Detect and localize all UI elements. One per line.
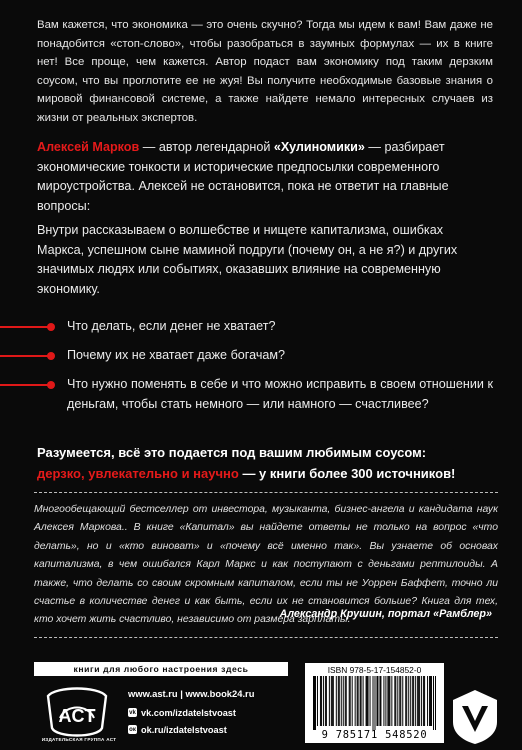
barcode-bar	[424, 676, 425, 726]
claim-red-part: дерзко, увлекательно и научно	[37, 466, 239, 481]
barcode-bar	[389, 676, 390, 726]
site-links[interactable]: www.ast.ru | www.book24.ru	[128, 688, 255, 699]
barcode-bar	[429, 676, 430, 726]
barcode-bar	[323, 676, 324, 726]
barcode-bar	[321, 676, 322, 726]
barcode-bar	[406, 676, 407, 726]
barcode-bar	[419, 676, 420, 726]
claim-paragraph	[37, 442, 507, 484]
barcode-bar	[387, 676, 388, 726]
question-text: Почему их не хватает даже богачам?	[67, 348, 286, 362]
barcode-bar	[379, 676, 380, 726]
claim-rest: — у книги более 300 источников!	[238, 466, 456, 481]
barcode-bar	[413, 676, 414, 726]
barcode-bar	[417, 676, 418, 726]
claim-line-1: Разумеется, всё это подается под вашим любимым соусом:	[37, 445, 427, 460]
barcode-bar	[361, 676, 362, 726]
barcode-bar	[357, 676, 358, 726]
odnoklassniki-icon: ок	[129, 726, 136, 733]
barcode-bar	[427, 676, 428, 726]
barcode-number: 9 785171 548520	[321, 729, 428, 741]
barcode-bar	[325, 676, 326, 726]
barcode-bar	[373, 676, 374, 730]
review-signature: Александр Крушин, портал «Рамблер»	[279, 608, 492, 620]
barcode-box	[305, 663, 444, 743]
barcode-bar	[332, 676, 333, 726]
barcode-bar	[376, 676, 377, 726]
barcode-bar	[320, 676, 321, 726]
barcode-bar	[329, 676, 330, 726]
inside-paragraph: Внутри рассказываем о волшебстве и нищете капитализма, ошибках Маркса, успешном сыне маминой подруги (почему он, а не я?) и других значимых людях или событиях, оказавших влияние на современную экономику.	[37, 223, 458, 296]
barcode-bar	[366, 676, 367, 726]
red-line-marker	[0, 355, 50, 357]
question-text: Что делать, если денег не хватает?	[67, 319, 276, 333]
barcode-bar	[402, 676, 403, 726]
barcode-bar	[313, 676, 314, 730]
barcode-bar	[399, 676, 400, 726]
red-dot-marker	[47, 352, 55, 360]
barcode-bar	[315, 676, 316, 730]
red-line-marker	[0, 326, 50, 328]
barcode-bar	[431, 676, 432, 726]
barcode-bar	[350, 676, 351, 726]
barcode-bar	[346, 676, 347, 726]
barcode-bar	[341, 676, 342, 726]
review-block	[34, 492, 498, 638]
red-line-marker	[0, 384, 50, 386]
barcode-bar	[394, 676, 395, 726]
barcode-bar	[363, 676, 364, 726]
author-text-2: — разбирает экономические тонкости и исторические предпосылки современного мироустройства. Алексей не остановится, пока не ответит на главные вопросы:	[37, 140, 449, 213]
barcode-bar	[388, 676, 389, 726]
barcode-bar	[415, 676, 416, 726]
red-dot-marker	[47, 323, 55, 331]
barcode-bar	[380, 676, 381, 726]
barcode-bar	[383, 676, 384, 726]
barcode-bar	[421, 676, 422, 726]
barcode-bar	[400, 676, 401, 726]
barcode-bar	[412, 676, 413, 726]
barcode-bar	[326, 676, 327, 726]
barcode-bar	[367, 676, 368, 726]
publisher-caption: ИЗДАТЕЛЬСКАЯ ГРУППА АСТ	[41, 737, 117, 742]
barcode-bar	[377, 676, 378, 726]
barcode-bar	[370, 676, 371, 726]
isbn-text: ISBN 978-5-17-154852-0	[327, 665, 422, 675]
barcode-bar	[336, 676, 337, 726]
barcode-bar	[339, 676, 340, 726]
barcode-bar	[314, 676, 315, 730]
barcode-bars	[313, 676, 436, 730]
vk-icon: vk	[129, 709, 136, 716]
barcode-bar	[343, 676, 344, 726]
barcode-bar	[391, 676, 392, 726]
barcode-bar	[435, 676, 436, 730]
author-text-1: — автор легендарной	[139, 140, 274, 154]
barcode-bar	[410, 676, 411, 726]
author-name: Алексей Марков	[37, 140, 140, 154]
barcode-bar	[418, 676, 419, 726]
ok-link[interactable]	[128, 721, 298, 738]
book-title: «Хулиномики»	[273, 140, 365, 154]
barcode-bar	[368, 676, 369, 726]
barcode-bar	[423, 676, 424, 726]
barcode-bar	[333, 676, 334, 726]
barcode-bar	[375, 676, 376, 730]
question-text: Что нужно поменять в себе и что можно исправить в своем отношении к деньгам, чтобы стать немного — или намного — счастливее?	[67, 377, 493, 411]
v-shield-logo	[450, 688, 500, 746]
intro-paragraph: Вам кажется, что экономика — это очень скучно? Тогда мы идем к вам! Вам даже не понадобится «стоп-слово», чтобы разобраться в заумных формулах — их в книге нет! Все проще, чем кажется. Автор подаст вам экономику под таким дерзким соусом, что вы проглотите ее не жуя! Вы получите необходимые базовые знания о мировой финансовой системе, а также найдете немало интересных случаев из жизни от реальных экспертов.	[37, 19, 493, 124]
barcode-bar	[360, 676, 361, 726]
barcode-bar	[385, 676, 386, 726]
vk-link-text: vk.com/izdatelstvoast	[141, 707, 236, 718]
barcode-bar	[349, 676, 350, 726]
barcode-bar	[430, 676, 431, 726]
slogan-strip: книги для любого настроения здесь	[34, 662, 288, 676]
barcode-bar	[345, 676, 346, 726]
vk-link[interactable]	[128, 704, 298, 721]
barcode-bar	[433, 676, 434, 730]
barcode-bar	[405, 676, 406, 726]
barcode-bar	[397, 676, 398, 726]
review-text: Многообещающий бестселлер от инвестора, музыканта, бизнес-ангела и кандидата наук Алексея Маркова.. В книге «Капитал» вы найдете ответы не только на вопрос «что делать», но и «кто виноват» и «почему всё именно так». Вы узнаете об основах капитализма, в чем ошибался Карл Маркс и как поступают с деньгами рептилоиды. А также, что делать со своим скромным капиталом, если ты не Уоррен Баффет, точно ли счастье в количестве денег и как быть, если их не становится больше? Книга для тех, кто хочет жить счастливо, независимо от размера зарплаты.	[34, 504, 498, 626]
barcode-bar	[395, 676, 396, 726]
ast-logo-lettering: ACT	[58, 706, 96, 726]
barcode-bar	[317, 676, 318, 726]
barcode-bar	[331, 676, 332, 726]
barcode-bar	[355, 676, 356, 726]
publisher-links	[128, 685, 298, 738]
barcode-bar	[338, 676, 339, 726]
ok-link-text: ok.ru/izdatelstvoast	[141, 724, 227, 735]
red-dot-marker	[47, 381, 55, 389]
barcode-bar	[408, 676, 409, 726]
barcode-bar	[358, 676, 359, 726]
barcode-bar	[352, 676, 353, 726]
author-paragraph	[37, 138, 493, 216]
